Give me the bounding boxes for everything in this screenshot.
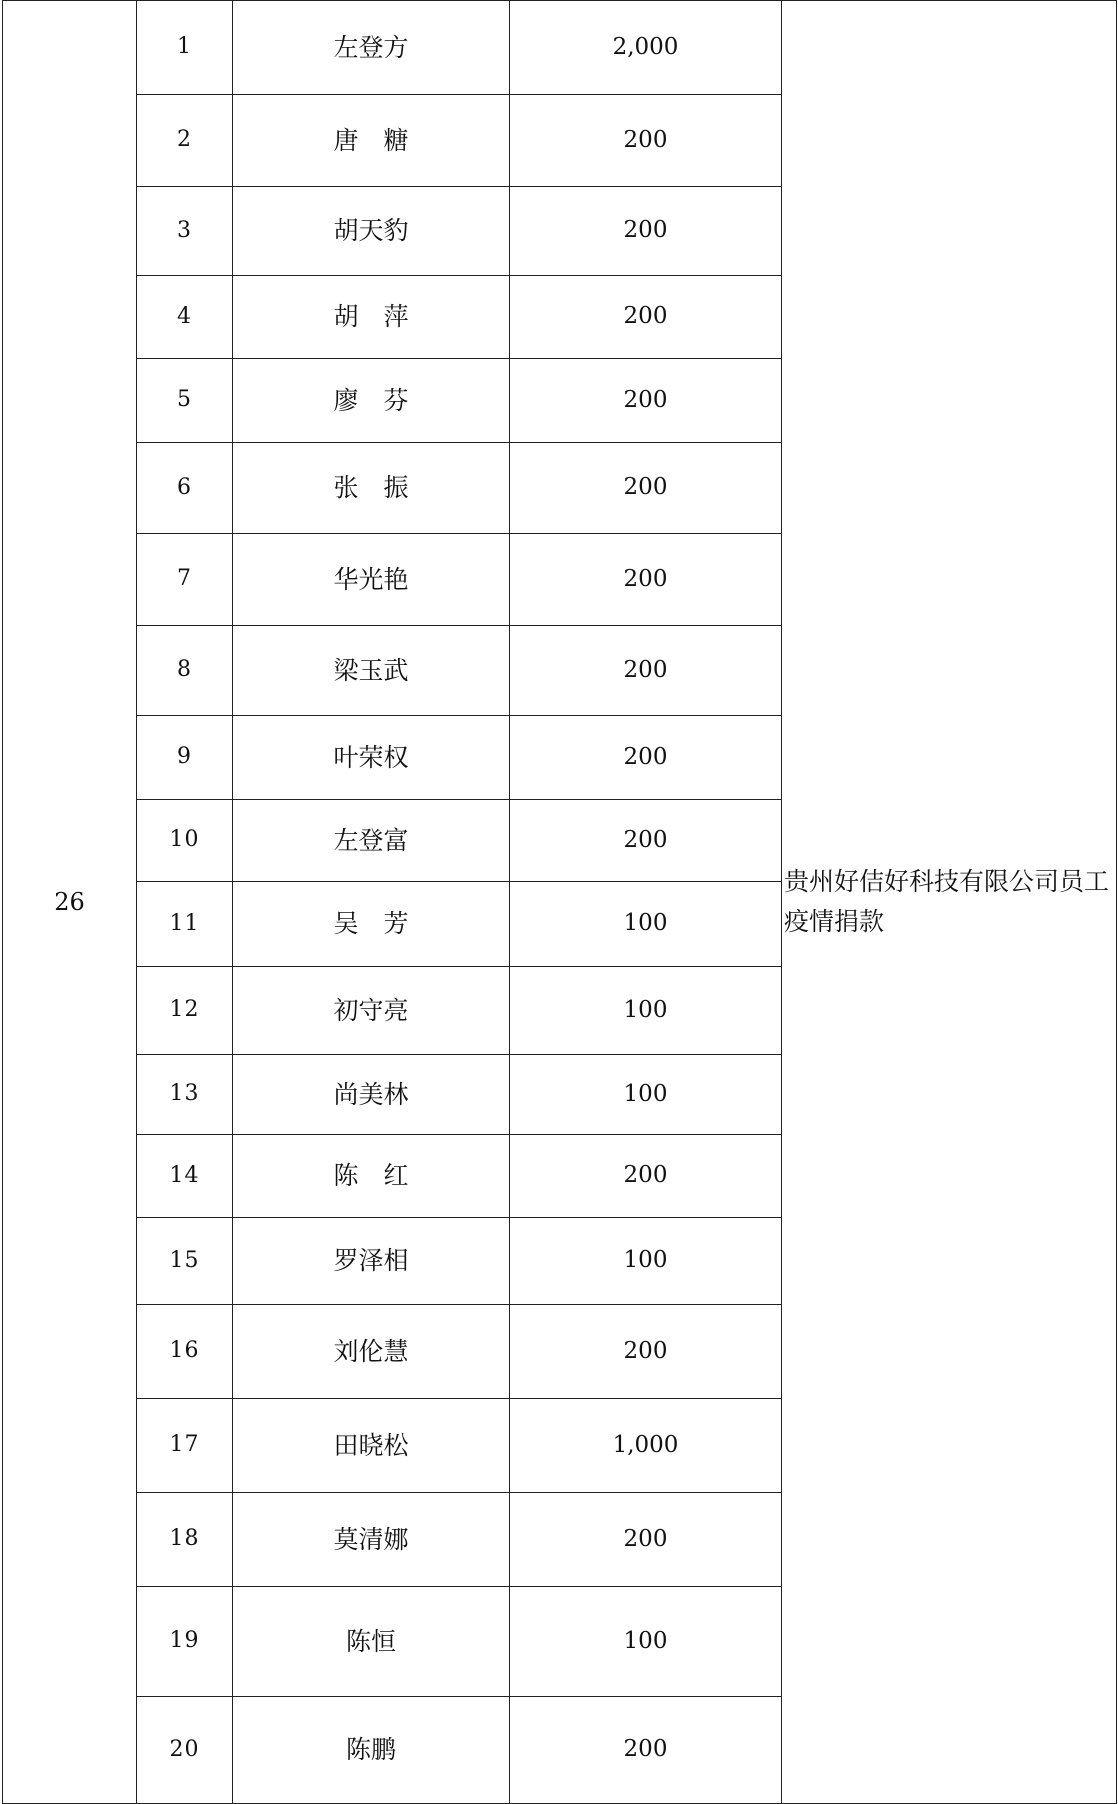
amount-cell: 2,000 <box>510 1 782 95</box>
donor-name-cell: 初守亮 <box>233 967 510 1055</box>
donor-name-cell: 陈恒 <box>233 1587 510 1697</box>
donor-name-cell: 陈 红 <box>233 1135 510 1218</box>
donor-name-cell: 陈鹏 <box>233 1697 510 1804</box>
seq-cell: 15 <box>137 1218 233 1305</box>
donor-name-cell: 华光艳 <box>233 534 510 626</box>
seq-cell: 20 <box>137 1697 233 1804</box>
amount-cell: 100 <box>510 882 782 967</box>
amount-cell: 100 <box>510 1055 782 1135</box>
amount-cell: 200 <box>510 1697 782 1804</box>
seq-cell: 13 <box>137 1055 233 1135</box>
seq-cell: 16 <box>137 1305 233 1399</box>
donor-name-cell: 廖 芬 <box>233 359 510 443</box>
amount-cell: 200 <box>510 716 782 800</box>
seq-cell: 19 <box>137 1587 233 1697</box>
seq-cell: 6 <box>137 443 233 534</box>
seq-cell: 18 <box>137 1493 233 1587</box>
donor-name-cell: 唐 糖 <box>233 95 510 187</box>
table-row <box>3 1 1117 95</box>
donor-name-cell: 胡 萍 <box>233 276 510 359</box>
seq-cell: 10 <box>137 800 233 882</box>
donor-name-cell: 莫清娜 <box>233 1493 510 1587</box>
amount-cell: 200 <box>510 1305 782 1399</box>
amount-cell: 100 <box>510 967 782 1055</box>
donor-name-cell: 罗泽相 <box>233 1218 510 1305</box>
amount-cell: 200 <box>510 1493 782 1587</box>
amount-cell: 200 <box>510 187 782 276</box>
donor-name-cell: 尚美林 <box>233 1055 510 1135</box>
seq-cell: 1 <box>137 1 233 95</box>
seq-cell: 8 <box>137 626 233 716</box>
donor-name-cell: 左登富 <box>233 800 510 882</box>
amount-cell: 100 <box>510 1218 782 1305</box>
seq-cell: 17 <box>137 1399 233 1493</box>
seq-cell: 3 <box>137 187 233 276</box>
donor-name-cell: 张 振 <box>233 443 510 534</box>
donor-name-cell: 田晓松 <box>233 1399 510 1493</box>
donor-name-cell: 吴 芳 <box>233 882 510 967</box>
amount-cell: 200 <box>510 800 782 882</box>
amount-cell: 100 <box>510 1587 782 1697</box>
seq-cell: 5 <box>137 359 233 443</box>
amount-cell: 200 <box>510 443 782 534</box>
amount-cell: 200 <box>510 359 782 443</box>
donor-name-cell: 左登方 <box>233 1 510 95</box>
seq-cell: 11 <box>137 882 233 967</box>
donation-table <box>2 0 1117 1804</box>
seq-cell: 7 <box>137 534 233 626</box>
amount-cell: 200 <box>510 276 782 359</box>
amount-cell: 1,000 <box>510 1399 782 1493</box>
amount-cell: 200 <box>510 1135 782 1218</box>
remark-cell: 贵州好佶好科技有限公司员工疫情捐款 <box>782 1 1117 1804</box>
amount-cell: 200 <box>510 95 782 187</box>
donor-name-cell: 刘伦慧 <box>233 1305 510 1399</box>
amount-cell: 200 <box>510 534 782 626</box>
seq-cell: 14 <box>137 1135 233 1218</box>
donor-name-cell: 梁玉武 <box>233 626 510 716</box>
seq-cell: 2 <box>137 95 233 187</box>
seq-cell: 12 <box>137 967 233 1055</box>
seq-cell: 9 <box>137 716 233 800</box>
seq-cell: 4 <box>137 276 233 359</box>
donation-table-body <box>3 1 1117 1804</box>
donor-name-cell: 胡天豹 <box>233 187 510 276</box>
donor-name-cell: 叶荣权 <box>233 716 510 800</box>
group-number-cell: 26 <box>3 1 137 1804</box>
amount-cell: 200 <box>510 626 782 716</box>
